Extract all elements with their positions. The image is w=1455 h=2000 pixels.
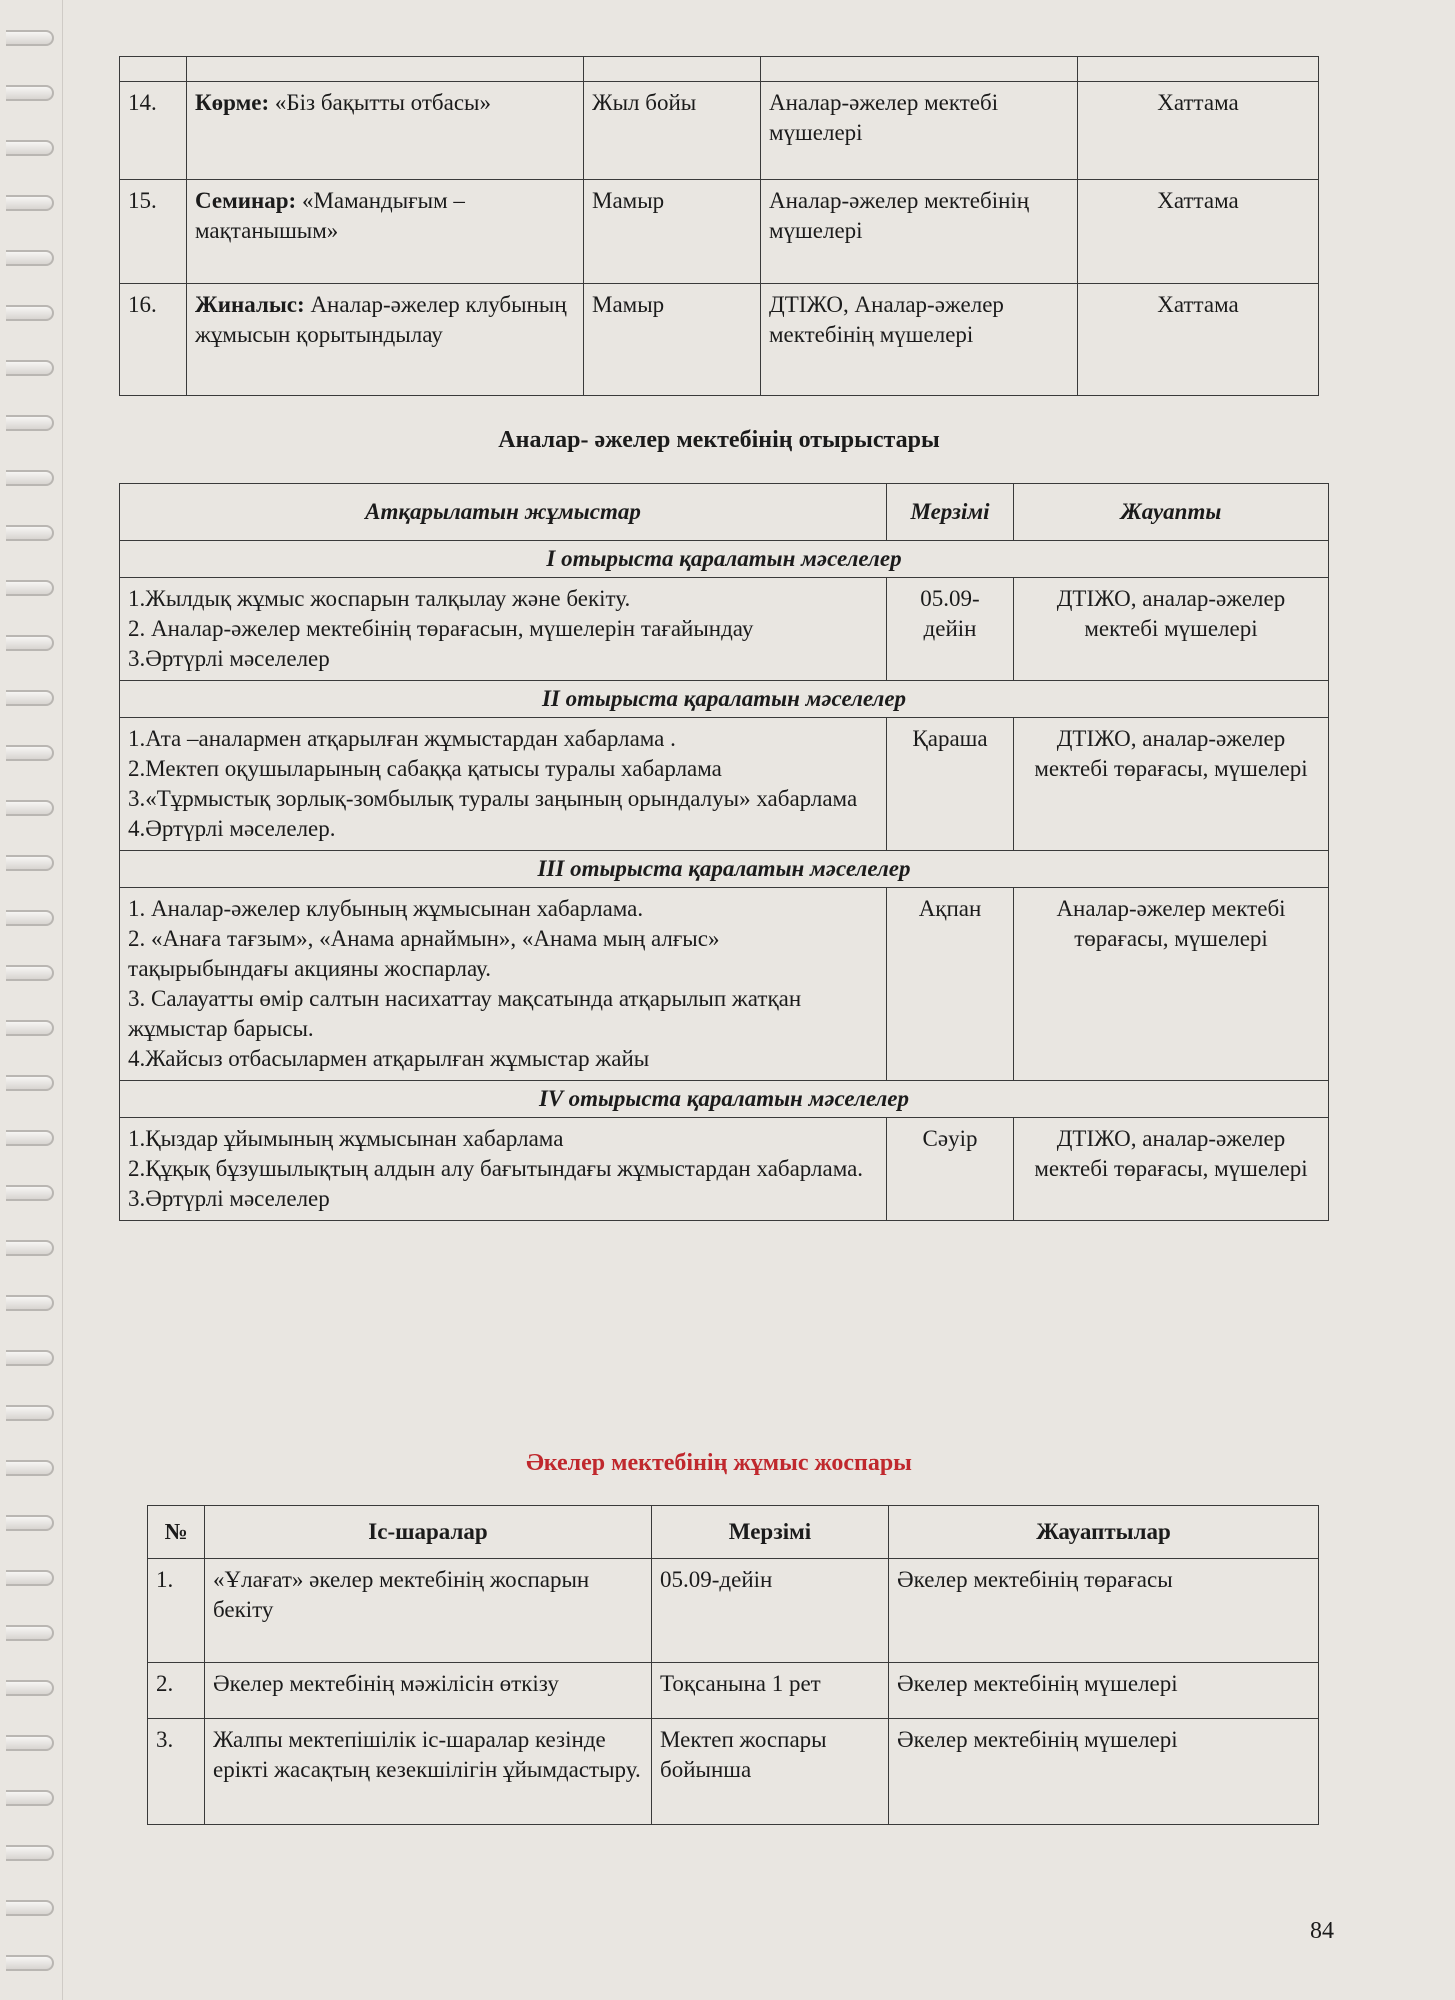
term-cell: Ақпан [887, 888, 1014, 1081]
responsible-cell: Аналар-әжелер мектебінің мүшелері [761, 180, 1078, 284]
binding-ring [6, 525, 54, 541]
section-title: II отырыста қаралатын мәселелер [120, 681, 1329, 718]
section-title: III отырыста қаралатын мәселелер [120, 851, 1329, 888]
list-item: 3.Әртүрлі мәселелер [128, 646, 330, 671]
section-title: IV отырыста қаралатын мәселелер [120, 1081, 1329, 1118]
result-cell: Хаттама [1078, 82, 1319, 180]
header-row [148, 1506, 1319, 1559]
activity-type: Көрме: [195, 90, 270, 115]
row-number: 1. [148, 1559, 205, 1663]
term-cell: Жыл бойы [584, 82, 761, 180]
table-row [120, 718, 1329, 851]
list-item: 1.Ата –аналармен атқарылған жұмыстардан хабарлама . [128, 726, 676, 751]
list-item: 2. Аналар-әжелер мектебінің төрағасын, мүшелерін тағайындау [128, 616, 754, 641]
section-row [120, 541, 1329, 578]
binding-ring [6, 1570, 54, 1586]
section-row [120, 851, 1329, 888]
binding-ring [6, 1735, 54, 1751]
binding-ring [6, 1295, 54, 1311]
table-row [120, 180, 1319, 284]
activity-cell: Әкелер мектебінің мәжілісін өткізу [205, 1663, 652, 1719]
binding-ring [6, 1680, 54, 1696]
term-cell: 05.09-дейін [887, 578, 1014, 681]
row-number: 2. [148, 1663, 205, 1719]
binding-ring [6, 635, 54, 651]
table-row [148, 1559, 1319, 1663]
responsible-header: Жауаптылар [889, 1506, 1319, 1559]
responsible-cell: Әкелер мектебінің төрағасы [889, 1559, 1319, 1663]
binding-ring [6, 800, 54, 816]
activity-text: «Біз бақытты отбасы» [269, 90, 492, 115]
responsible-cell: Әкелер мектебінің мүшелері [889, 1719, 1319, 1825]
binding-ring [6, 30, 54, 46]
binding-ring [6, 470, 54, 486]
binding-ring [6, 305, 54, 321]
meetings-title: Аналар- әжелер мектебінің отырыстары [498, 427, 940, 453]
binding-ring [6, 1955, 54, 1971]
responsible-cell: ДТІЖО, Аналар-әжелер мектебінің мүшелері [761, 284, 1078, 396]
spiral-binding [0, 0, 62, 2000]
result-cell: Хаттама [1078, 180, 1319, 284]
list-item: 2. «Анаға тағзым», «Анама арнаймын», «Анама мың алғыс» тақырыбындағы акцияны жоспарлау. [128, 926, 720, 981]
binding-ring [6, 1130, 54, 1146]
header-row [120, 484, 1329, 541]
row-number: 3. [148, 1719, 205, 1825]
meetings-table [119, 483, 1329, 1221]
items-cell [120, 578, 887, 681]
term-cell: Мектеп жоспары бойынша [652, 1719, 889, 1825]
binding-ring [6, 1625, 54, 1641]
table-row [120, 1118, 1329, 1221]
fathers-school-title: Әкелер мектебінің жұмыс жоспары [526, 1450, 912, 1476]
binding-ring [6, 85, 54, 101]
activity-cell [187, 284, 584, 396]
binding-ring [6, 250, 54, 266]
list-item: 1.Қыздар ұйымының жұмысынан хабарлама [128, 1126, 564, 1151]
list-item: 3. Салауатты өмір салтын насихаттау мақсатында атқарылып жатқан жұмыстар барысы. [128, 986, 802, 1041]
work-header: Атқарылатын жұмыстар [120, 484, 887, 541]
activity-cell: Жалпы мектепішілік іс-шаралар кезінде ерікті жасақтың кезекшілігін ұйымдастыру. [205, 1719, 652, 1825]
responsible-cell: ДТІЖО, аналар-әжелер мектебі төрағасы, мүшелері [1014, 1118, 1329, 1221]
table-row [120, 888, 1329, 1081]
table-row [120, 57, 1319, 82]
term-header: Мерзімі [652, 1506, 889, 1559]
activity-cell [187, 82, 584, 180]
table-row [148, 1663, 1319, 1719]
responsible-cell: ДТІЖО, аналар-әжелер мектебі мүшелері [1014, 578, 1329, 681]
items-cell [120, 1118, 887, 1221]
list-item: 4.Жайсыз отбасылармен атқарылған жұмыстар жайы [128, 1046, 650, 1071]
row-number: 15. [120, 180, 187, 284]
binding-ring [6, 140, 54, 156]
binding-ring [6, 1790, 54, 1806]
list-item: 1. Аналар-әжелер клубының жұмысынан хабарлама. [128, 896, 644, 921]
binding-ring [6, 1900, 54, 1916]
list-item: 4.Әртүрлі мәселелер. [128, 816, 336, 841]
binding-ring [6, 910, 54, 926]
list-item: 3.«Тұрмыстық зорлық-зомбылық туралы заңының орындалуы» хабарлама [128, 786, 858, 811]
binding-ring [6, 1185, 54, 1201]
table-row [120, 578, 1329, 681]
section-title: I отырыста қаралатын мәселелер [120, 541, 1329, 578]
fathers-plan-table [147, 1505, 1319, 1825]
responsible-cell: Аналар-әжелер мектебі төрағасы, мүшелері [1014, 888, 1329, 1081]
list-item: 3.Әртүрлі мәселелер [128, 1186, 330, 1211]
binding-ring [6, 745, 54, 761]
row-number: 14. [120, 82, 187, 180]
binding-ring [6, 690, 54, 706]
term-cell: Мамыр [584, 284, 761, 396]
binding-ring [6, 1020, 54, 1036]
binding-ring [6, 1075, 54, 1091]
binding-ring [6, 1460, 54, 1476]
term-cell: Тоқсанына 1 рет [652, 1663, 889, 1719]
term-cell: Қараша [887, 718, 1014, 851]
page-number: 84 [1310, 1918, 1334, 1944]
responsible-cell: Аналар-әжелер мектебі мүшелері [761, 82, 1078, 180]
table-row [148, 1719, 1319, 1825]
binding-ring [6, 1405, 54, 1421]
binding-ring [6, 360, 54, 376]
binding-ring [6, 415, 54, 431]
responsible-cell: Әкелер мектебінің мүшелері [889, 1663, 1319, 1719]
items-cell [120, 718, 887, 851]
binding-ring [6, 195, 54, 211]
row-number: 16. [120, 284, 187, 396]
binding-ring [6, 1350, 54, 1366]
table-row [120, 82, 1319, 180]
term-header: Мерзімі [887, 484, 1014, 541]
binding-ring [6, 580, 54, 596]
activity-text: Аналар-әжелер клубының жұмысын қорытындылау [195, 292, 567, 347]
page-edge [62, 0, 63, 2000]
activity-type: Жиналыс: [195, 292, 305, 317]
items-cell [120, 888, 887, 1081]
list-item: 2.Мектеп оқушыларының сабаққа қатысы туралы хабарлама [128, 756, 722, 781]
result-cell: Хаттама [1078, 284, 1319, 396]
term-cell: Сәуір [887, 1118, 1014, 1221]
list-item: 1.Жылдық жұмыс жоспарын талқылау және бекіту. [128, 586, 631, 611]
binding-ring [6, 1845, 54, 1861]
list-item: 2.Құқық бұзушылықтың алдын алу бағытындағы жұмыстардан хабарлама. [128, 1156, 864, 1181]
binding-ring [6, 1515, 54, 1531]
activity-cell: «Ұлағат» әкелер мектебінің жоспарын бекіту [205, 1559, 652, 1663]
activity-text: «Мамандығым – мақтанышым» [195, 188, 465, 243]
responsible-cell: ДТІЖО, аналар-әжелер мектебі төрағасы, мүшелері [1014, 718, 1329, 851]
section-row [120, 1081, 1329, 1118]
activity-cell [187, 180, 584, 284]
section-row [120, 681, 1329, 718]
number-header: № [148, 1506, 205, 1559]
responsible-header: Жауапты [1014, 484, 1329, 541]
binding-ring [6, 855, 54, 871]
activity-type: Семинар: [195, 188, 297, 213]
term-cell: 05.09-дейін [652, 1559, 889, 1663]
table-row [120, 284, 1319, 396]
binding-ring [6, 1240, 54, 1256]
binding-ring [6, 965, 54, 981]
term-cell: Мамыр [584, 180, 761, 284]
plan-table [119, 56, 1319, 396]
activity-header: Іс-шаралар [205, 1506, 652, 1559]
